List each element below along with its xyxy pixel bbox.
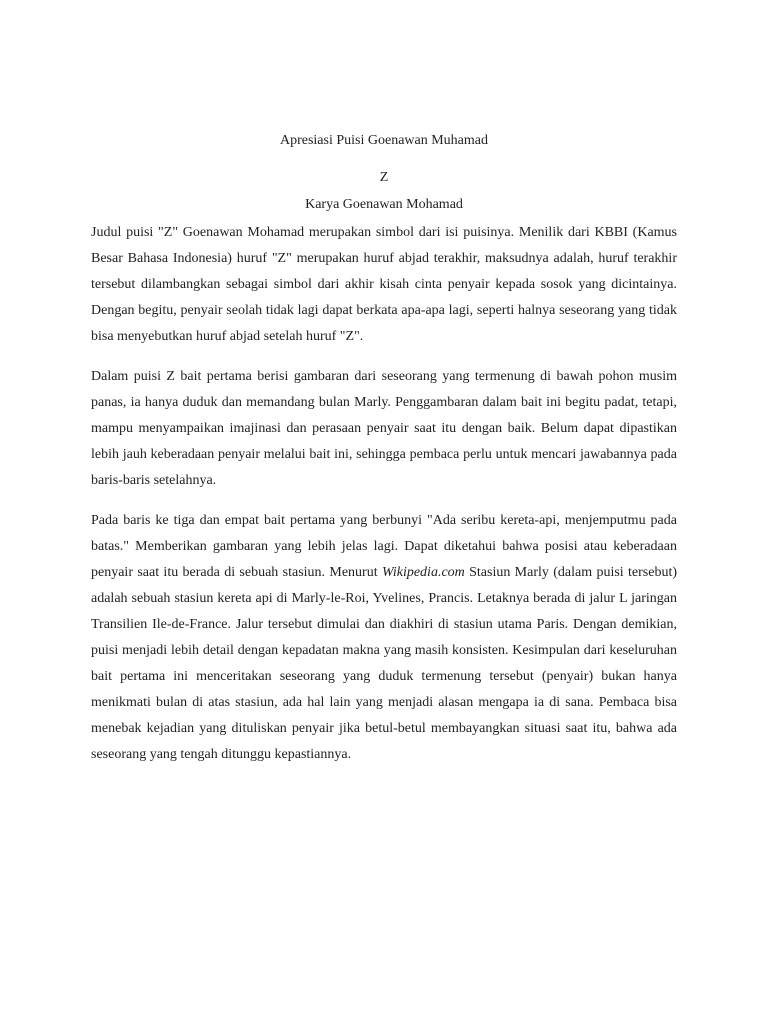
document-page: [91, 131, 677, 782]
paragraph-3-text-after: Stasiun Marly (dalam puisi tersebut) adalah sebuah stasiun kereta api di Marly-le-Roi, Yvelines, Prancis. Letaknya berada di jalur L jaringan Transilien Ile-de-France. Jalur tersebut dimulai dan diakhiri di stasiun utama Paris. Dengan demikian, puisi menjadi lebih detail dengan kepadatan makna yang masih konsisten. Kesimpulan dari keseluruhan bait pertama ini menceritakan seseorang yang duduk termenung tersebut (penyair) bukan hanya menikmati bulan di atas stasiun, ada hal lain yang menjadi alasan mengapa ia di sana. Pembaca bisa menebak kejadian yang dituliskan penyair jika betul-betul membayangkan situasi saat itu, bahwa ada seseorang yang tengah ditunggu kepastiannya.: [91, 565, 677, 762]
document-title: Apresiasi Puisi Goenawan Muhamad: [279, 133, 489, 148]
paragraph-2: Dalam puisi Z bait pertama berisi gambaran dari seseorang yang termenung di bawah pohon musim panas, ia hanya duduk dan memandang bulan Marly. Penggambaran dalam bait ini begitu padat, tetapi, mampu menyampaikan imajinasi dan perasaan penyair saat itu dengan baik. Belum dapat dipastikan lebih jauh keberadaan penyair melalui bait ini, sehingga pembaca perlu untuk mencari jawabannya pada baris-baris setelahnya.: [91, 369, 677, 488]
title-block: [91, 131, 677, 214]
poem-title: Z: [379, 170, 389, 185]
poem-author: Karya Goenawan Mohamad: [305, 197, 463, 212]
wikipedia-reference: Wikipedia.com: [381, 565, 465, 580]
paragraph-3-text-before: Pada baris ke tiga dan empat bait pertama yang berbunyi "Ada seribu kereta-api, menjemputmu pada batas." Memberikan gambaran yang lebih jelas lagi. Dapat diketahui bahwa posisi atau keberadaan penyair saat itu berada di sebuah stasiun. Menurut: [91, 513, 677, 580]
paragraph-1: Judul puisi "Z" Goenawan Mohamad merupakan simbol dari isi puisinya. Menilik dari KBBI (Kamus Besar Bahasa Indonesia) huruf "Z" merupakan huruf abjad terakhir, maksudnya adalah, huruf terakhir tersebut dilambangkan sebagai simbol dari akhir kisah cinta penyair kepada sosok yang dicintainya. Dengan begitu, penyair seolah tidak lagi dapat berkata apa-apa lagi, seperti halnya seseorang yang tidak bisa menyebutkan huruf abjad setelah huruf "Z".: [91, 225, 677, 344]
paragraph-3: [91, 508, 677, 768]
